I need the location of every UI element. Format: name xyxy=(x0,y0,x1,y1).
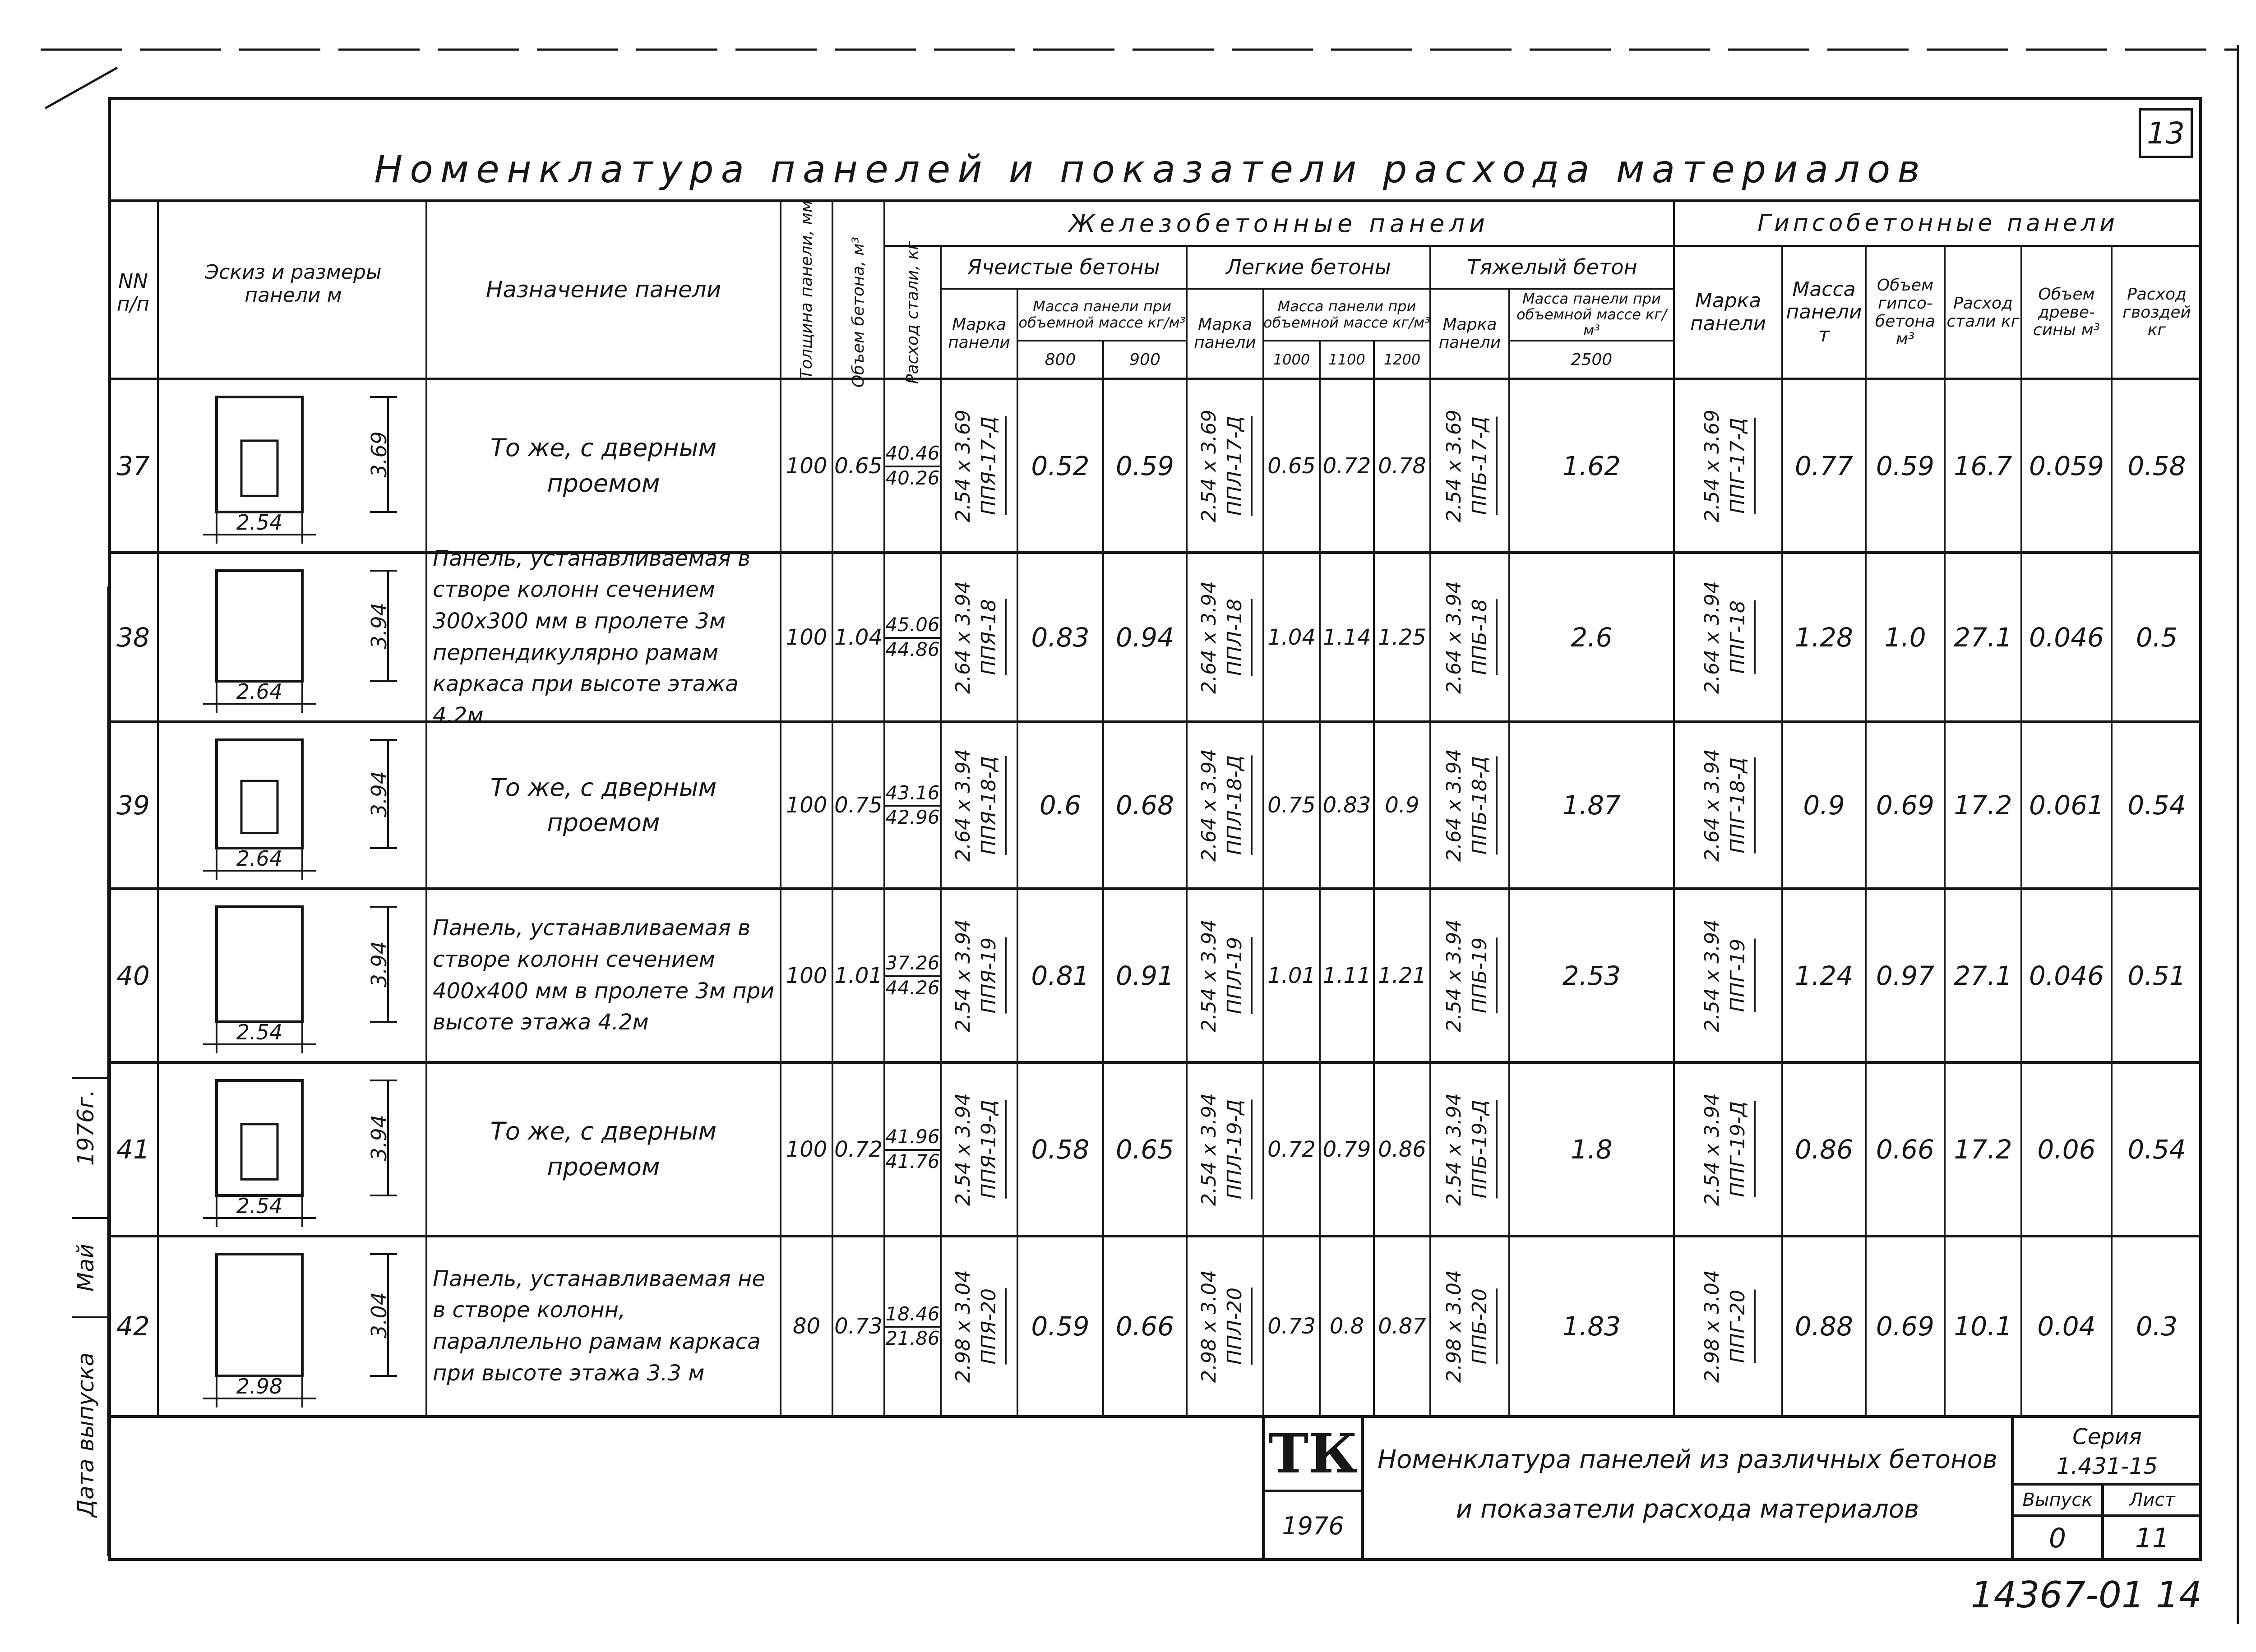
header-d1100: 1100 xyxy=(1328,351,1365,368)
row-number: 40 xyxy=(116,960,150,991)
light-mark-dims: 2.54 x 3.69 xyxy=(1197,409,1220,522)
gypsum-mass-value: 0.88 xyxy=(1794,1311,1854,1342)
thickness-value: 100 xyxy=(786,624,828,650)
thickness-value: 100 xyxy=(786,453,828,479)
mass-1100-value: 1.11 xyxy=(1322,963,1371,988)
wood-volume-value: 0.059 xyxy=(2029,450,2104,481)
header-rc-group: Железобетонные панели xyxy=(1068,209,1490,238)
stamp-series-value: 1.431-15 xyxy=(2056,1453,2158,1479)
header-concrete-volume: Объем бетона, м³ xyxy=(849,237,868,388)
gypsum-mark-code: ППГ-20 xyxy=(1726,1290,1756,1363)
heavy-mark-stack xyxy=(1442,749,1498,862)
concrete-volume-value: 0.75 xyxy=(834,793,883,818)
mass-800-value: 0.52 xyxy=(1031,450,1090,481)
light-mark-dims: 2.54 x 3.94 xyxy=(1197,919,1220,1032)
cellular-mark xyxy=(941,1062,1017,1236)
header-purpose: Назначение панели xyxy=(485,276,721,303)
light-mark-code: ППЛ-20 xyxy=(1223,1287,1253,1365)
header-d1200: 1200 xyxy=(1383,351,1421,368)
thickness-value: 100 xyxy=(786,1136,828,1162)
gypsum-mark xyxy=(1674,1062,1782,1236)
sketch-height-text: 3.94 xyxy=(367,1115,391,1161)
panel-purpose: То же, с дверным проемом xyxy=(490,1117,717,1181)
cellular-mark-code: ППЯ-17-Д xyxy=(977,416,1007,515)
light-mark-stack xyxy=(1197,1093,1253,1206)
mass-1000-value: 1.01 xyxy=(1267,963,1316,988)
gypsum-mass-value: 0.9 xyxy=(1803,790,1845,821)
door-opening xyxy=(241,781,277,833)
light-mark-stack xyxy=(1197,410,1253,522)
heavy-mark-code: ППБ-20 xyxy=(1468,1288,1498,1364)
gypsum-mark-code: ППГ-19 xyxy=(1726,939,1756,1012)
mass-1000-value: 0.75 xyxy=(1267,793,1316,818)
gypsum-mark-code: ППГ-18-Д xyxy=(1726,757,1756,854)
steel-bottom-value: 41.76 xyxy=(885,1150,940,1172)
heavy-mark xyxy=(1430,553,1509,722)
steel-bottom-value: 44.86 xyxy=(885,638,940,660)
light-mark-stack xyxy=(1197,919,1253,1032)
gypsum-mark-code: ППГ-17-Д xyxy=(1726,418,1756,514)
header-g-nails: Расход гвоздей кг xyxy=(2122,285,2191,340)
cellular-mark-stack xyxy=(952,581,1007,694)
header-thickness: Толщина панели, мм xyxy=(797,200,816,379)
stamp-sheet-value: 11 xyxy=(2135,1523,2170,1554)
heavy-mark-dims: 2.64 x 3.94 xyxy=(1442,581,1465,694)
sketch-height-label xyxy=(361,571,397,681)
gypsum-volume-value: 0.97 xyxy=(1876,960,1935,991)
heavy-mark-stack xyxy=(1442,410,1498,522)
light-mark xyxy=(1187,889,1263,1062)
stamp-series-label: Серия xyxy=(2072,1424,2142,1449)
nails-value: 0.3 xyxy=(2136,1311,2178,1342)
gypsum-mass-value: 0.77 xyxy=(1794,450,1854,481)
sketch-height-text: 3.94 xyxy=(367,771,391,817)
thickness-value: 100 xyxy=(786,963,828,988)
header-d2500: 2500 xyxy=(1571,350,1613,369)
mass-2500-value: 2.53 xyxy=(1562,960,1621,991)
row-number: 41 xyxy=(116,1134,150,1165)
sketch-width-label: 2.64 xyxy=(236,846,283,871)
heavy-mark-stack xyxy=(1442,919,1498,1032)
steel-bottom-value: 42.96 xyxy=(885,806,940,828)
gypsum-mark xyxy=(1674,722,1782,889)
gypsum-volume-value: 0.69 xyxy=(1876,790,1935,821)
nails-value: 0.5 xyxy=(2136,622,2178,653)
gypsum-steel-value: 10.1 xyxy=(1954,1311,2012,1342)
cellular-mark xyxy=(941,379,1017,553)
mass-1100-value: 0.79 xyxy=(1322,1136,1371,1162)
steel-top-value: 18.46 xyxy=(885,1303,939,1328)
sketch-width-label: 2.98 xyxy=(236,1374,283,1398)
gypsum-steel-value: 27.1 xyxy=(1954,622,2012,653)
gypsum-mark-dims: 2.54 x 3.94 xyxy=(1701,919,1724,1032)
gypsum-mark-dims: 2.54 x 3.94 xyxy=(1701,1093,1724,1206)
stamp-title-line1: Номенклатура панелей из различных бетонов xyxy=(1378,1444,1997,1474)
light-mark-stack xyxy=(1197,581,1253,694)
concrete-volume-value: 0.72 xyxy=(834,1136,883,1162)
mass-1200-value: 0.78 xyxy=(1378,453,1426,479)
stamp-logo: ТК xyxy=(1268,1422,1358,1486)
heavy-mark-dims: 2.54 x 3.69 xyxy=(1442,409,1465,522)
stamp-sheet-label: Лист xyxy=(2129,1490,2175,1510)
header-mark-heavy: Марка панели xyxy=(1438,315,1501,352)
mass-2500-value: 2.6 xyxy=(1571,622,1613,653)
cellular-mark-dims: 2.54 x 3.69 xyxy=(952,409,975,522)
mass-800-value: 0.83 xyxy=(1031,622,1090,653)
mass-2500-value: 1.87 xyxy=(1562,790,1621,821)
gypsum-steel-value: 27.1 xyxy=(1954,960,2012,991)
row-number: 39 xyxy=(116,790,150,821)
gypsum-mass-value: 0.86 xyxy=(1794,1134,1854,1165)
steel-top-value: 41.96 xyxy=(885,1126,939,1150)
header-sketch: Эскиз и размеры панели м xyxy=(205,261,382,307)
mass-900-value: 0.66 xyxy=(1115,1311,1174,1342)
light-mark-stack xyxy=(1197,749,1253,862)
cellular-mark-stack xyxy=(952,410,1007,522)
cellular-mark-dims: 2.64 x 3.94 xyxy=(952,581,975,694)
mass-1100-value: 0.83 xyxy=(1322,793,1371,818)
heavy-mark xyxy=(1430,379,1509,553)
cellular-mark-dims: 2.54 x 3.94 xyxy=(952,1093,975,1206)
sketch-height-label xyxy=(361,1080,397,1195)
mass-1100-value: 1.14 xyxy=(1322,624,1371,650)
cellular-mark-code: ППЯ-19 xyxy=(977,937,1007,1014)
mass-800-value: 0.59 xyxy=(1031,1311,1090,1342)
mass-2500-value: 1.8 xyxy=(1571,1134,1613,1165)
sketch-height-label xyxy=(361,740,397,848)
heavy-mark-dims: 2.98 x 3.04 xyxy=(1442,1270,1465,1383)
gypsum-steel-value: 16.7 xyxy=(1954,450,2012,481)
gypsum-mark xyxy=(1674,889,1782,1062)
stamp-issue-label: Выпуск xyxy=(2022,1490,2093,1510)
heavy-mark-code: ППБ-19-Д xyxy=(1468,1100,1498,1198)
sketch-height-text: 3.69 xyxy=(367,431,391,478)
nails-value: 0.54 xyxy=(2127,1134,2186,1165)
door-opening xyxy=(241,441,277,496)
sketch-width-label: 2.54 xyxy=(236,1020,283,1044)
header-heavy: Тяжелый бетон xyxy=(1467,255,1637,280)
light-mark xyxy=(1187,1062,1263,1236)
steel-use-value xyxy=(884,889,941,1062)
gypsum-mark-code: ППГ-18 xyxy=(1726,600,1756,674)
mass-2500-value: 1.62 xyxy=(1562,450,1621,481)
thickness-value: 80 xyxy=(792,1314,821,1339)
wood-volume-value: 0.046 xyxy=(2029,960,2104,991)
header-num: NN п/п xyxy=(116,270,150,316)
gypsum-volume-value: 0.59 xyxy=(1876,450,1935,481)
stamp-issue-value: 0 xyxy=(2048,1523,2066,1554)
light-mark-code: ППЛ-19-Д xyxy=(1223,1099,1253,1199)
header-d900: 900 xyxy=(1129,350,1160,369)
mass-1200-value: 1.21 xyxy=(1378,963,1426,988)
stamp-title-line2: и показатели расхода материалов xyxy=(1456,1494,1919,1524)
heavy-mark-code: ППБ-17-Д xyxy=(1468,416,1498,515)
mass-800-value: 0.81 xyxy=(1031,960,1090,991)
light-mark-dims: 2.98 x 3.04 xyxy=(1197,1270,1220,1383)
header-g-volume: Объем гипсо-бетона м³ xyxy=(1875,276,1935,349)
gypsum-volume-value: 1.0 xyxy=(1884,622,1926,653)
header-mark-cellular: Марка панели xyxy=(948,315,1010,352)
mass-900-value: 0.59 xyxy=(1115,450,1174,481)
concrete-volume-value: 1.01 xyxy=(834,963,883,988)
mass-1000-value: 0.73 xyxy=(1267,1314,1316,1339)
stamp-year: 1976 xyxy=(1282,1512,1344,1540)
light-mark xyxy=(1187,1236,1263,1417)
steel-use-value xyxy=(884,553,941,722)
thickness-value: 100 xyxy=(786,793,828,818)
release-month: Май xyxy=(73,1243,99,1292)
gypsum-mark xyxy=(1674,379,1782,553)
gypsum-steel-value: 17.2 xyxy=(1954,790,2012,821)
header-g-mass: Масса панели т xyxy=(1786,277,1862,346)
cellular-mark xyxy=(941,889,1017,1062)
light-mark-code: ППЛ-19 xyxy=(1223,937,1253,1014)
gypsum-mark-stack xyxy=(1701,1270,1756,1383)
steel-fraction xyxy=(885,443,939,489)
steel-use-value xyxy=(884,379,941,553)
steel-top-value: 43.16 xyxy=(885,782,939,807)
sketch-height-text: 3.04 xyxy=(367,1292,391,1338)
heavy-mark xyxy=(1430,889,1509,1062)
cellular-mark-stack xyxy=(952,919,1007,1032)
mass-1200-value: 0.9 xyxy=(1385,793,1419,818)
gypsum-mark-stack xyxy=(1701,1093,1756,1206)
panel-outline xyxy=(217,907,302,1022)
light-mark xyxy=(1187,379,1263,553)
light-mark-code: ППЛ-17-Д xyxy=(1223,416,1253,516)
heavy-mark-stack xyxy=(1442,1093,1498,1206)
concrete-volume-value: 0.73 xyxy=(834,1314,883,1339)
mass-1200-value: 0.87 xyxy=(1378,1314,1426,1339)
sketch-width-label: 2.54 xyxy=(236,1193,283,1218)
panel-outline xyxy=(217,397,302,512)
bottom-code: 14367-01 14 xyxy=(1970,1574,2202,1616)
panel-purpose: То же, с дверным проемом xyxy=(490,434,717,498)
steel-use-value xyxy=(884,1062,941,1236)
wood-volume-value: 0.061 xyxy=(2029,790,2104,821)
concrete-volume-value: 1.04 xyxy=(834,624,883,650)
panel-outline xyxy=(217,1080,302,1195)
gypsum-mark-dims: 2.64 x 3.94 xyxy=(1701,749,1724,862)
mass-1000-value: 1.04 xyxy=(1267,624,1316,650)
mass-900-value: 0.94 xyxy=(1115,622,1174,653)
panel-outline xyxy=(217,1254,302,1376)
header-light: Легкие бетоны xyxy=(1226,255,1391,280)
light-mark-code: ППЛ-18-Д xyxy=(1223,755,1253,855)
cellular-mark xyxy=(941,1236,1017,1417)
row-number: 37 xyxy=(116,450,150,481)
header-mass-light: Масса панели при объемной массе кг/м³ xyxy=(1263,298,1430,331)
light-mark-dims: 2.54 x 3.94 xyxy=(1197,1093,1220,1206)
gypsum-mark-dims: 2.54 x 3.69 xyxy=(1701,409,1724,522)
gypsum-mark-stack xyxy=(1701,749,1756,862)
light-mark-dims: 2.64 x 3.94 xyxy=(1197,581,1220,694)
header-mark-light: Марка панели xyxy=(1194,315,1256,352)
sketch-width-label: 2.64 xyxy=(236,679,283,704)
row-number: 42 xyxy=(116,1311,150,1342)
mass-2500-value: 1.83 xyxy=(1562,1311,1621,1342)
nails-value: 0.58 xyxy=(2127,450,2186,481)
header-gypsum-group: Гипсобетонные панели xyxy=(1757,210,2118,237)
header-d800: 800 xyxy=(1045,350,1076,369)
light-mark xyxy=(1187,553,1263,722)
gypsum-mark-dims: 2.64 x 3.94 xyxy=(1701,581,1724,694)
wood-volume-value: 0.046 xyxy=(2029,622,2104,653)
cellular-mark-code: ППЯ-20 xyxy=(977,1288,1007,1365)
mass-1000-value: 0.72 xyxy=(1267,1136,1316,1162)
nails-value: 0.51 xyxy=(2127,960,2186,991)
gypsum-volume-value: 0.66 xyxy=(1876,1134,1935,1165)
heavy-mark xyxy=(1430,1062,1509,1236)
gypsum-mark-stack xyxy=(1701,581,1756,694)
nails-value: 0.54 xyxy=(2127,790,2186,821)
cellular-mark-code: ППЯ-18 xyxy=(977,599,1007,675)
release-date-label: Дата выпуска xyxy=(73,1352,99,1517)
mass-800-value: 0.58 xyxy=(1031,1134,1090,1165)
gypsum-mark-code: ППГ-19-Д xyxy=(1726,1101,1756,1197)
gypsum-mark xyxy=(1674,1236,1782,1417)
mass-1000-value: 0.65 xyxy=(1267,453,1316,479)
heavy-mark xyxy=(1430,1236,1509,1417)
concrete-volume-value: 0.65 xyxy=(834,453,883,479)
panel-outline xyxy=(217,571,302,681)
steel-top-value: 45.06 xyxy=(885,614,939,638)
heavy-mark-dims: 2.54 x 3.94 xyxy=(1442,919,1465,1032)
header-mass-heavy: Масса панели при объемной массе кг/м³ xyxy=(1516,290,1667,339)
sheet-number: 13 xyxy=(2147,115,2185,151)
header-d1000: 1000 xyxy=(1273,351,1310,368)
gypsum-mark-dims: 2.98 x 3.04 xyxy=(1701,1270,1724,1383)
cellular-mark-stack xyxy=(952,749,1007,862)
heavy-mark xyxy=(1430,722,1509,889)
cellular-mark-dims: 2.98 x 3.04 xyxy=(952,1270,975,1383)
cellular-mark-stack xyxy=(952,1270,1007,1383)
steel-use-value xyxy=(884,1236,941,1417)
cellular-mark-code: ППЯ-19-Д xyxy=(977,1100,1007,1199)
sketch-height-label xyxy=(361,397,397,512)
wood-volume-value: 0.06 xyxy=(2037,1134,2096,1165)
mass-900-value: 0.68 xyxy=(1115,790,1174,821)
heavy-mark-stack xyxy=(1442,1270,1498,1383)
header-g-wood: Объем древе-сины м³ xyxy=(2033,285,2100,340)
sketch-height-text: 3.94 xyxy=(367,603,391,649)
mass-1100-value: 0.8 xyxy=(1329,1314,1364,1339)
mass-1200-value: 0.86 xyxy=(1378,1136,1426,1162)
panel-purpose: То же, с дверным проемом xyxy=(490,773,717,837)
gypsum-mass-value: 1.28 xyxy=(1794,622,1854,653)
mass-1100-value: 0.72 xyxy=(1322,453,1371,479)
panel-purpose: Панель, устанавливаемая не в створе колонн, параллельно рамам каркаса при высоте этажа 3.3 м xyxy=(433,1266,765,1386)
gypsum-volume-value: 0.69 xyxy=(1876,1311,1935,1342)
cellular-mark-dims: 2.54 x 3.94 xyxy=(952,919,975,1032)
header-g-steel: Расход стали кг xyxy=(1946,294,2020,331)
sketch-height-text: 3.94 xyxy=(367,941,391,988)
steel-bottom-value: 44.26 xyxy=(885,976,940,999)
cellular-mark xyxy=(941,553,1017,722)
sketch-height-label xyxy=(361,907,397,1022)
gypsum-mass-value: 1.24 xyxy=(1794,960,1854,991)
door-opening xyxy=(241,1124,277,1179)
light-mark-dims: 2.64 x 3.94 xyxy=(1197,749,1220,862)
heavy-mark-dims: 2.54 x 3.94 xyxy=(1442,1093,1465,1206)
gypsum-mark-stack xyxy=(1701,919,1756,1032)
heavy-mark-dims: 2.64 x 3.94 xyxy=(1442,749,1465,862)
steel-top-value: 37.26 xyxy=(885,952,939,977)
cellular-mark-code: ППЯ-18-Д xyxy=(977,756,1007,855)
steel-fraction xyxy=(885,1126,939,1172)
cellular-mark-stack xyxy=(952,1093,1007,1206)
light-mark xyxy=(1187,722,1263,889)
cellular-mark xyxy=(941,722,1017,889)
gypsum-mark-stack xyxy=(1701,410,1756,522)
page-title: Номенклатура панелей и показатели расхода материалов xyxy=(374,147,1927,191)
steel-top-value: 40.46 xyxy=(885,443,939,467)
panel-purpose: Панель, устанавливаемая в створе колонн сечением 400х400 мм в пролете 3м при высоте этажа 4.2м xyxy=(433,915,775,1035)
heavy-mark-code: ППБ-18-Д xyxy=(1468,756,1498,854)
row-number: 38 xyxy=(116,622,150,653)
panel-purpose: Панель, устанавливаемая в створе колонн сечением 300х300 мм в пролете 3м перпендикулярно рамам каркаса при высоте этажа 4.2м xyxy=(433,545,751,728)
steel-bottom-value: 40.26 xyxy=(885,466,940,489)
mass-900-value: 0.91 xyxy=(1115,960,1174,991)
mass-800-value: 0.6 xyxy=(1039,790,1082,821)
light-mark-code: ППЛ-18 xyxy=(1223,599,1253,676)
margin-lines xyxy=(59,586,113,1579)
steel-fraction xyxy=(885,952,939,999)
wood-volume-value: 0.04 xyxy=(2037,1311,2096,1342)
sketch-width-label: 2.54 xyxy=(236,510,283,535)
mass-900-value: 0.65 xyxy=(1115,1134,1174,1165)
sketch-height-label xyxy=(361,1254,397,1376)
steel-use-value xyxy=(884,722,941,889)
gypsum-steel-value: 17.2 xyxy=(1954,1134,2012,1165)
steel-fraction xyxy=(885,1303,939,1350)
heavy-mark-code: ППБ-19 xyxy=(1468,937,1498,1013)
header-steel-use: Расход стали, кг xyxy=(903,241,922,384)
steel-fraction xyxy=(885,782,939,829)
mass-1200-value: 1.25 xyxy=(1378,624,1426,650)
steel-bottom-value: 21.86 xyxy=(885,1327,940,1349)
release-year: 1976г. xyxy=(73,1089,99,1166)
cellular-mark-dims: 2.64 x 3.94 xyxy=(952,749,975,862)
header-mass-cellular: Масса панели при объемной массе кг/м³ xyxy=(1018,298,1186,331)
heavy-mark-stack xyxy=(1442,581,1498,694)
header-g-mark: Марка панели xyxy=(1690,289,1766,335)
header-cellular: Ячеистые бетоны xyxy=(967,255,1160,280)
steel-fraction xyxy=(885,614,939,660)
heavy-mark-code: ППБ-18 xyxy=(1468,599,1498,675)
light-mark-stack xyxy=(1197,1270,1253,1383)
gypsum-mark xyxy=(1674,553,1782,722)
